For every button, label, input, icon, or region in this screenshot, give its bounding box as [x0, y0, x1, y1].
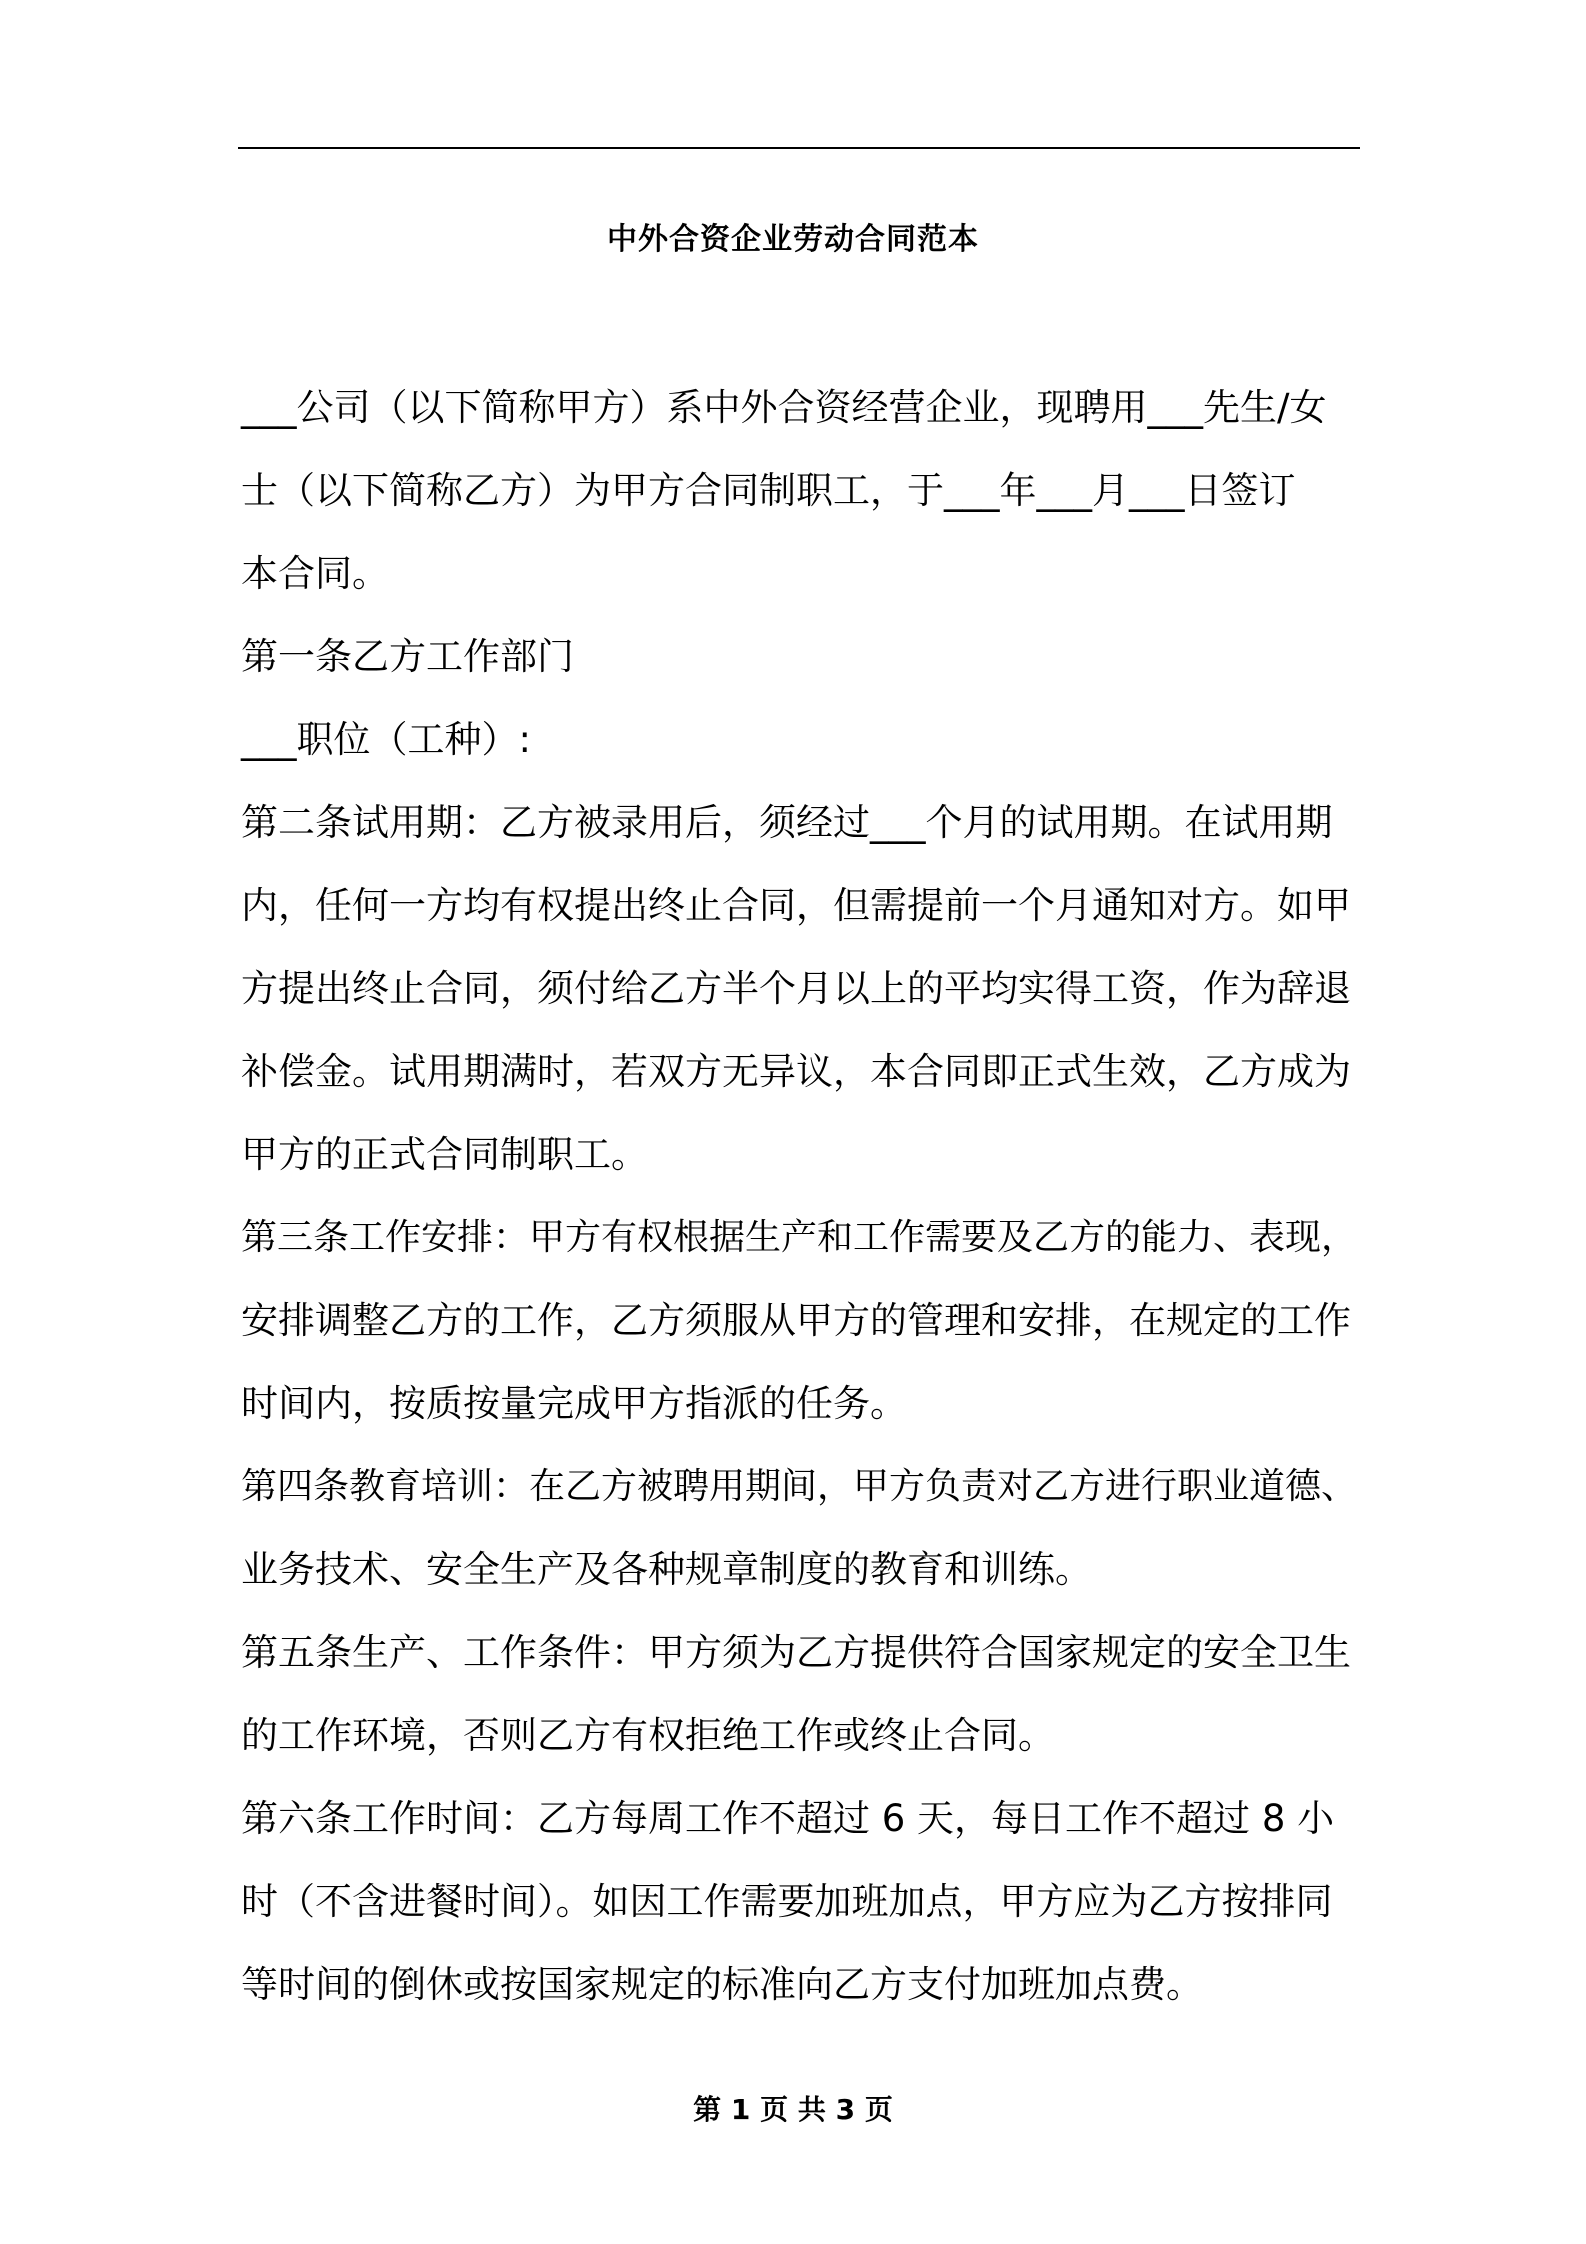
body-line: 安排调整乙方的工作，乙方须服从甲方的管理和安排，在规定的工作	[241, 1299, 1351, 1342]
body-line: 第三条工作安排：甲方有权根据生产和工作需要及乙方的能力、表现，	[241, 1217, 1358, 1258]
body-line: 业务技术、安全生产及各种规章制度的教育和训练。	[241, 1548, 1092, 1591]
body-line: 甲方的正式合同制职工。	[241, 1133, 648, 1176]
body-line: 第二条试用期：乙方被录用后，须经过___个月的试用期。在试用期	[241, 801, 1333, 844]
document-title: 中外合资企业劳动合同范本	[607, 222, 979, 257]
body-line: 等时间的倒休或按国家规定的标准向乙方支付加班加点费。	[241, 1963, 1203, 2006]
body-line: 第五条生产、工作条件：甲方须为乙方提供符合国家规定的安全卫生	[241, 1631, 1351, 1674]
body-line: 第四条教育培训：在乙方被聘用期间，甲方负责对乙方进行职业道德、	[241, 1466, 1358, 1507]
body-line: 方提出终止合同，须付给乙方半个月以上的平均实得工资，作为辞退	[241, 967, 1351, 1010]
body-line: 时（不含进餐时间）。如因工作需要加班加点，甲方应为乙方按排同	[241, 1880, 1333, 1923]
header-rule	[238, 147, 1360, 149]
body-line: 第一条乙方工作部门	[241, 635, 574, 678]
body-line: 的工作环境，否则乙方有权拒绝工作或终止合同。	[241, 1714, 1055, 1757]
document-body	[241, 366, 1386, 2026]
body-line: 士（以下简称乙方）为甲方合同制职工，于___年___月___日签订	[241, 469, 1296, 512]
page-number: 第 1 页 共 3 页	[693, 2093, 893, 2126]
body-line: 内，任何一方均有权提出终止合同，但需提前一个月通知对方。如甲	[241, 884, 1351, 927]
body-line: 第六条工作时间：乙方每周工作不超过 6 天，每日工作不超过 8 小	[241, 1797, 1335, 1840]
body-line: 补偿金。试用期满时，若双方无异议，本合同即正式生效，乙方成为	[241, 1050, 1351, 1093]
body-line: 时间内，按质按量完成甲方指派的任务。	[241, 1382, 907, 1425]
body-line: 本合同。	[241, 552, 389, 595]
body-line: ___职位（工种）:	[241, 718, 531, 761]
body-line: ___公司（以下简称甲方）系中外合资经营企业，现聘用___先生/女	[241, 386, 1327, 429]
